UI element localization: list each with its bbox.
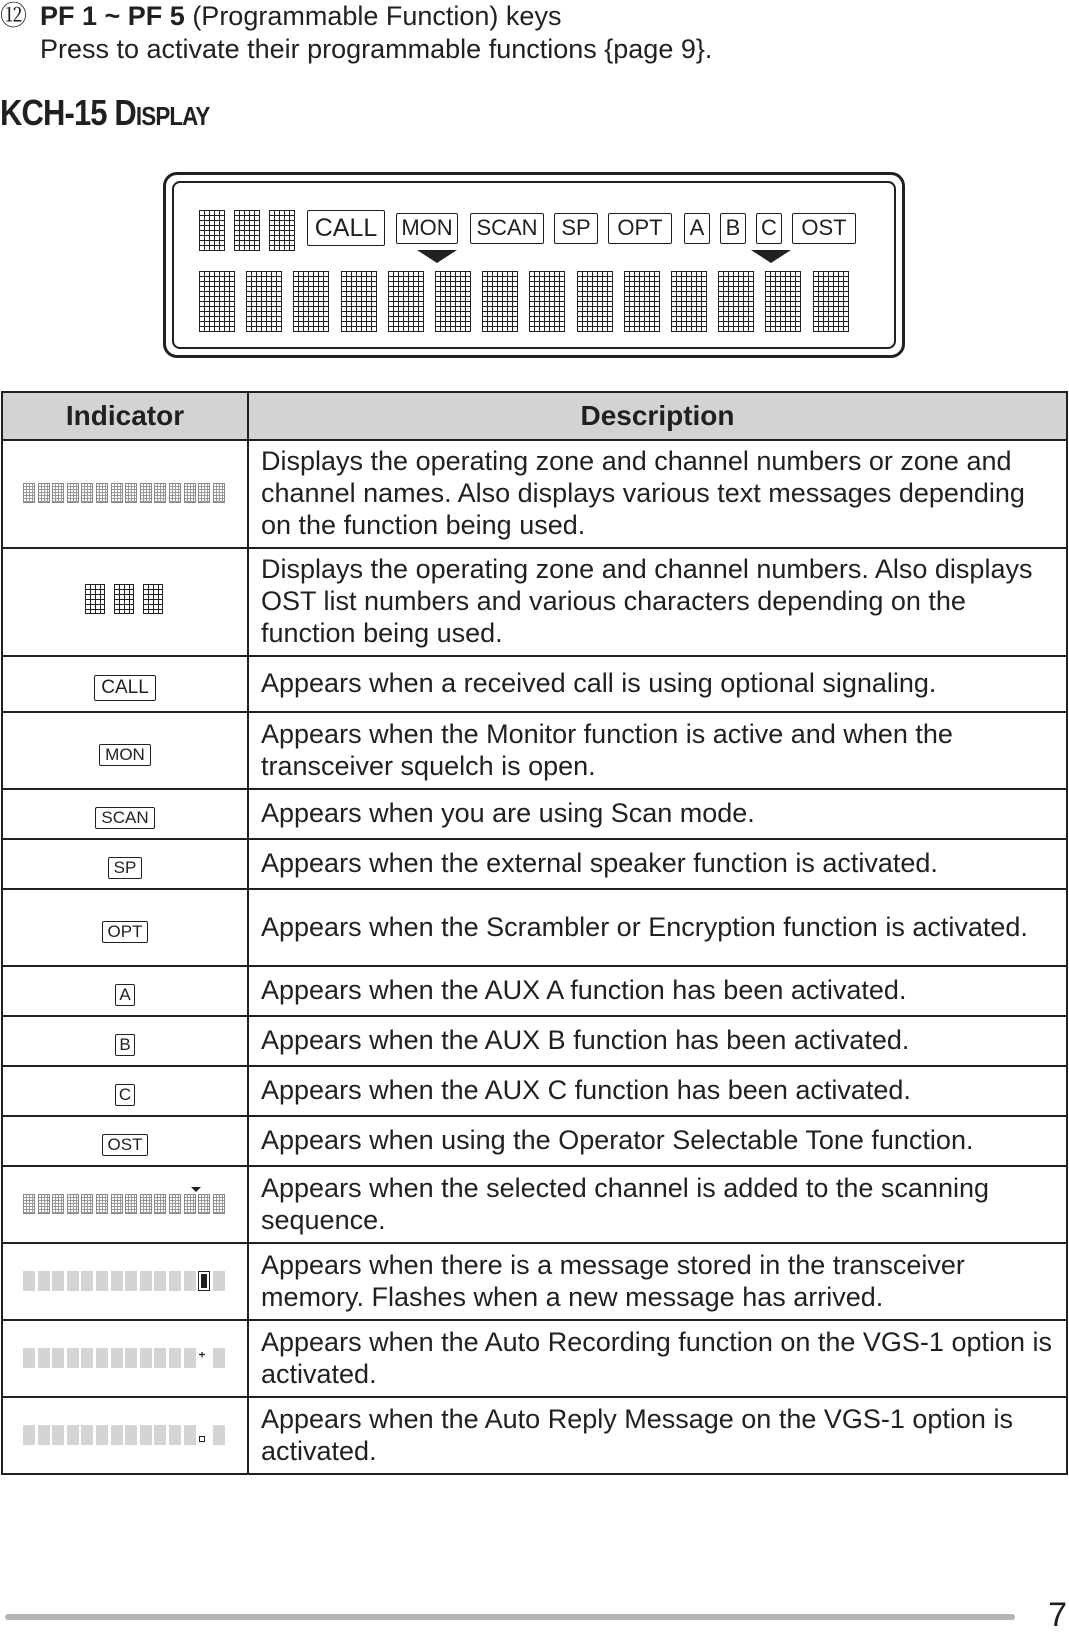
strip-cell xyxy=(169,1271,181,1291)
page-number: 7 xyxy=(1048,1596,1067,1634)
indicator-cell xyxy=(2,440,248,548)
description-cell: Appears when a received call is using optional signaling. xyxy=(248,656,1067,712)
lcd-main-char xyxy=(293,271,329,332)
strip-cell xyxy=(96,1425,108,1445)
table-row xyxy=(2,1066,1067,1116)
strip-cell xyxy=(125,1194,137,1214)
lcd-small-char-1 xyxy=(199,210,225,251)
table-row xyxy=(2,440,1067,548)
indicator-cell xyxy=(2,1116,248,1166)
strip-cell xyxy=(154,1194,166,1214)
strip-cell xyxy=(198,1425,210,1445)
opt-indicator: OPT xyxy=(102,921,149,943)
indicator-cell xyxy=(2,1320,248,1397)
strip-cell xyxy=(52,1348,64,1368)
strip-cell xyxy=(198,1348,210,1368)
lcd-inner-frame xyxy=(172,181,896,349)
lcd-mon-annunciator: MON xyxy=(396,213,458,244)
lcd-main-char xyxy=(671,271,707,332)
indicator-cell xyxy=(2,839,248,889)
strip-cell xyxy=(38,483,50,503)
dot-matrix-3-icon xyxy=(85,582,165,616)
description-cell: Appears when you are using Scan mode. xyxy=(248,789,1067,839)
strip-cell xyxy=(67,1425,79,1445)
envelope-icon xyxy=(198,1271,210,1291)
call-indicator: CALL xyxy=(94,675,156,701)
lcd-scan-annunciator: SCAN xyxy=(470,213,544,244)
indicator-cell xyxy=(2,1016,248,1066)
description-cell: Appears when the Auto Reply Message on the VGS-1 option is activated. xyxy=(248,1397,1067,1474)
strip-cell xyxy=(140,1194,152,1214)
table-row xyxy=(2,712,1067,789)
strip-cell xyxy=(23,1271,35,1291)
pf-keys-label: PF 1 ~ PF 5 xyxy=(40,1,185,31)
indicator-cell xyxy=(2,1397,248,1474)
lcd-b-annunciator: B xyxy=(720,213,746,244)
strip-cell xyxy=(52,1271,64,1291)
description-cell: Appears when the Scrambler or Encryption function is activated. xyxy=(248,889,1067,966)
lcd-scan-arrow-right xyxy=(751,250,791,263)
lcd-opt-annunciator: OPT xyxy=(608,213,672,244)
table-row xyxy=(2,1320,1067,1397)
strip-cell xyxy=(67,1348,79,1368)
strip-cell xyxy=(125,1271,137,1291)
strip-cell xyxy=(38,1271,50,1291)
lcd-main-char xyxy=(765,271,801,332)
strip-cell xyxy=(169,483,181,503)
strip-cell xyxy=(125,483,137,503)
strip-cell xyxy=(198,483,210,503)
strip-cell xyxy=(154,1348,166,1368)
table-row xyxy=(2,889,1067,966)
auto-reply-icon xyxy=(23,1425,227,1445)
strip-cell xyxy=(213,1194,225,1214)
dot-matrix-14-icon xyxy=(23,483,227,503)
table-row xyxy=(2,1243,1067,1320)
description-cell: Appears when the AUX A function has been activated. xyxy=(248,966,1067,1016)
description-cell: Appears when using the Operator Selectable Tone function. xyxy=(248,1116,1067,1166)
item-marker: ⑫ xyxy=(0,1,27,31)
description-cell: Appears when there is a message stored in the transceiver memory. Flashes when a new message has arrived. xyxy=(248,1243,1067,1320)
aux-a-indicator: A xyxy=(115,984,134,1006)
strip-cell xyxy=(169,1425,181,1445)
lcd-main-char xyxy=(482,271,518,332)
auto-record-icon xyxy=(23,1348,227,1368)
strip-cell xyxy=(213,1425,225,1445)
strip-cell xyxy=(184,1425,196,1445)
indicator-table xyxy=(1,391,1068,1475)
indicator-header: Indicator xyxy=(2,392,248,440)
lcd-main-char xyxy=(435,271,471,332)
strip-cell xyxy=(38,1348,50,1368)
ost-indicator: OST xyxy=(102,1134,149,1156)
strip-cell xyxy=(96,483,108,503)
lcd-ost-annunciator: OST xyxy=(792,213,856,244)
strip-cell xyxy=(140,1348,152,1368)
strip-cell xyxy=(213,1271,225,1291)
message-icon xyxy=(23,1271,227,1291)
strip-cell xyxy=(154,1271,166,1291)
strip-cell xyxy=(23,1425,35,1445)
indicator-cell xyxy=(2,548,248,656)
strip-cell xyxy=(184,1271,196,1291)
table-row xyxy=(2,1397,1067,1474)
description-cell: Displays the operating zone and channel numbers. Also displays OST list numbers and various characters depending on the function being used. xyxy=(248,548,1067,656)
strip-cell xyxy=(184,1348,196,1368)
lcd-display-diagram xyxy=(163,172,905,358)
strip-cell xyxy=(67,1271,79,1291)
strip-cell xyxy=(52,483,64,503)
strip-cell xyxy=(81,1271,93,1291)
scan-arrow-icon xyxy=(191,1187,201,1192)
lcd-call-annunciator: CALL xyxy=(307,210,385,246)
sp-indicator: SP xyxy=(108,857,143,879)
intro-block xyxy=(0,0,1000,66)
lcd-c-annunciator: C xyxy=(756,213,782,244)
indicator-cell xyxy=(2,1066,248,1116)
lcd-main-char xyxy=(577,271,613,332)
indicator-cell xyxy=(2,1166,248,1243)
strip-cell xyxy=(111,1271,123,1291)
lcd-main-char xyxy=(813,271,849,332)
strip-cell xyxy=(140,1271,152,1291)
indicator-cell xyxy=(2,889,248,966)
table-row xyxy=(2,789,1067,839)
description-cell: Appears when the external speaker function is activated. xyxy=(248,839,1067,889)
lcd-main-char xyxy=(529,271,565,332)
table-row xyxy=(2,1116,1067,1166)
strip-cell xyxy=(111,1348,123,1368)
strip-cell xyxy=(96,1194,108,1214)
strip-cell xyxy=(140,1425,152,1445)
lcd-main-char xyxy=(199,271,235,332)
strip-cell xyxy=(184,483,196,503)
strip-cell xyxy=(23,1348,35,1368)
intro-description: Press to activate their programmable functions {page 9}. xyxy=(40,34,713,64)
description-cell: Appears when the Auto Recording function on the VGS-1 option is activated. xyxy=(248,1320,1067,1397)
strip-cell xyxy=(23,483,35,503)
lcd-small-char-3 xyxy=(269,210,295,251)
indicator-cell xyxy=(2,656,248,712)
table-row xyxy=(2,1166,1067,1243)
indicator-cell xyxy=(2,1243,248,1320)
reply-icon xyxy=(199,1436,205,1442)
strip-cell xyxy=(111,1425,123,1445)
strip-cell xyxy=(96,1348,108,1368)
strip-cell xyxy=(111,1194,123,1214)
mon-indicator: MON xyxy=(99,744,151,766)
lcd-main-char xyxy=(624,271,660,332)
strip-cell xyxy=(125,1348,137,1368)
strip-cell xyxy=(213,483,225,503)
lcd-small-char-2 xyxy=(234,210,260,251)
description-cell: Appears when the AUX C function has been activated. xyxy=(248,1066,1067,1116)
strip-cell xyxy=(52,1194,64,1214)
strip-cell xyxy=(81,1194,93,1214)
strip-cell xyxy=(198,1194,210,1214)
table-row xyxy=(2,548,1067,656)
strip-cell xyxy=(38,1194,50,1214)
description-cell: Displays the operating zone and channel numbers or zone and channel names. Also displays various text messages depending on the function being used. xyxy=(248,440,1067,548)
strip-cell xyxy=(52,1425,64,1445)
indicator-cell xyxy=(2,712,248,789)
scan-add-arrow-icon xyxy=(23,1194,227,1214)
strip-cell xyxy=(67,483,79,503)
lcd-main-char xyxy=(388,271,424,332)
aux-c-indicator: C xyxy=(115,1084,135,1106)
table-row xyxy=(2,839,1067,889)
footer-rule xyxy=(5,1614,1015,1620)
section-title xyxy=(0,92,209,134)
strip-cell xyxy=(184,1194,196,1214)
lcd-scan-arrow-left xyxy=(417,250,457,263)
strip-cell xyxy=(96,1271,108,1291)
section-title-smallcaps: ISPLAY xyxy=(135,101,210,131)
aux-b-indicator: B xyxy=(115,1034,134,1056)
strip-cell xyxy=(213,1348,225,1368)
description-cell: Appears when the selected channel is added to the scanning sequence. xyxy=(248,1166,1067,1243)
table-row xyxy=(2,1016,1067,1066)
strip-cell xyxy=(23,1194,35,1214)
lcd-main-char xyxy=(718,271,754,332)
strip-cell xyxy=(140,483,152,503)
lcd-main-char xyxy=(246,271,282,332)
strip-cell xyxy=(154,1425,166,1445)
strip-cell xyxy=(81,1425,93,1445)
lcd-sp-annunciator: SP xyxy=(554,213,598,244)
table-row xyxy=(2,966,1067,1016)
description-header: Description xyxy=(248,392,1067,440)
strip-cell xyxy=(125,1425,137,1445)
indicator-cell xyxy=(2,789,248,839)
description-cell: Appears when the Monitor function is active and when the transceiver squelch is open. xyxy=(248,712,1067,789)
strip-cell xyxy=(67,1194,79,1214)
strip-cell xyxy=(81,483,93,503)
indicator-cell xyxy=(2,966,248,1016)
table-header-row xyxy=(2,392,1067,440)
pf-keys-suffix: (Programmable Function) keys xyxy=(184,1,562,31)
strip-cell xyxy=(169,1194,181,1214)
strip-cell xyxy=(169,1348,181,1368)
section-title-main: KCH-15 D xyxy=(0,92,136,133)
scan-indicator: SCAN xyxy=(95,807,154,829)
strip-cell xyxy=(154,483,166,503)
intro-line-1 xyxy=(0,0,1000,33)
strip-cell xyxy=(81,1348,93,1368)
lcd-a-annunciator: A xyxy=(684,213,710,244)
lcd-main-char xyxy=(341,271,377,332)
description-cell: Appears when the AUX B function has been activated. xyxy=(248,1016,1067,1066)
strip-cell xyxy=(38,1425,50,1445)
table-row xyxy=(2,656,1067,712)
strip-cell xyxy=(111,483,123,503)
